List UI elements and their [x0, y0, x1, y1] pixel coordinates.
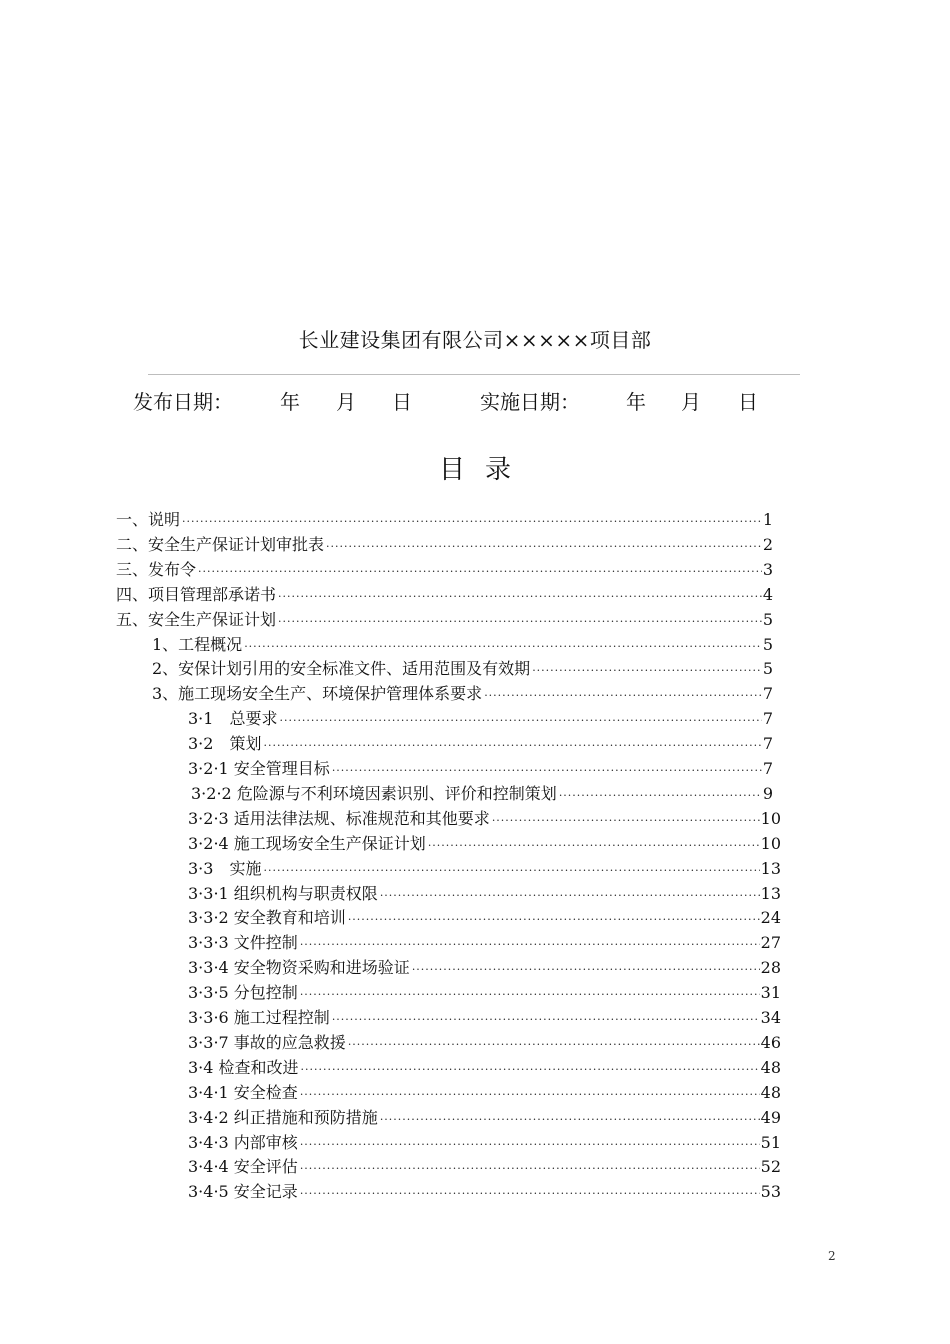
toc-entry[interactable] [188, 831, 781, 856]
toc-entry[interactable] [152, 656, 773, 681]
toc-entry-label: 二、安全生产保证计划审批表 [116, 534, 325, 554]
implement-year-label: 年 [626, 390, 646, 414]
page-number: 2 [828, 1249, 836, 1263]
toc-entry-page: 5 [762, 659, 773, 679]
toc-entry-page: 28 [760, 958, 781, 978]
toc-entry[interactable] [188, 980, 781, 1005]
toc-entry-page: 10 [760, 833, 781, 853]
toc-leader-dots [300, 982, 760, 1007]
toc-title: 目录 [438, 455, 531, 485]
toc-leader-dots [559, 783, 762, 808]
toc-entry-label: 3·4·5 安全记录 [188, 1182, 298, 1202]
toc-entry-label: 3·2·4 施工现场安全生产保证计划 [188, 833, 426, 853]
toc-entry[interactable] [188, 1080, 781, 1105]
toc-entry[interactable] [116, 557, 773, 582]
toc-entry-page: 46 [760, 1032, 781, 1052]
toc-entry-label: 3·4 检查和改进 [188, 1057, 299, 1077]
toc-leader-dots [332, 1007, 760, 1032]
toc-entry-label: 3·3 实施 [188, 858, 262, 878]
toc-entry[interactable] [188, 731, 773, 756]
toc-entry-page: 27 [760, 933, 781, 953]
toc-leader-dots [300, 1181, 760, 1206]
toc-entry[interactable] [188, 1055, 781, 1080]
toc-entry[interactable] [116, 582, 773, 607]
toc-entry-label: 3·4·4 安全评估 [188, 1157, 298, 1177]
toc-entry-page: 7 [762, 759, 773, 778]
toc-entry-label: 3·3·3 文件控制 [188, 933, 298, 953]
toc-entry[interactable] [116, 507, 773, 532]
toc-leader-dots [279, 708, 761, 733]
date-line [0, 386, 950, 416]
toc-entry-page: 53 [760, 1182, 781, 1202]
toc-entry[interactable] [188, 881, 781, 906]
implement-date-label: 实施日期： [480, 390, 580, 414]
toc-leader-dots [263, 858, 759, 883]
implement-month-label: 月 [681, 390, 701, 414]
toc-entry-page: 13 [760, 883, 781, 903]
toc-entry[interactable] [152, 681, 773, 706]
toc-leader-dots [380, 1107, 760, 1132]
toc-entry-page: 48 [760, 1057, 781, 1077]
toc-entry-page: 48 [760, 1082, 781, 1102]
toc-entry[interactable] [191, 781, 773, 806]
toc-leader-dots [300, 932, 760, 957]
toc-leader-dots [326, 534, 762, 559]
toc-entry-page: 34 [760, 1008, 781, 1027]
toc-entry[interactable] [152, 632, 773, 657]
toc-entry[interactable] [116, 532, 773, 557]
toc-entry-page: 4 [762, 584, 773, 604]
toc-entry-page: 7 [762, 684, 773, 704]
toc-entry[interactable] [188, 1105, 781, 1130]
toc-leader-dots [278, 584, 762, 609]
toc-entry-label: 3·2·2 危险源与不利环境因素识别、评价和控制策划 [191, 783, 557, 803]
toc-leader-dots [301, 1057, 760, 1082]
toc-entry-label: 3·2·1 安全管理目标 [188, 759, 330, 778]
toc-entry-label: 3·3·5 分包控制 [188, 983, 298, 1003]
toc-entry-label: 三、发布令 [116, 559, 197, 579]
toc-leader-dots [532, 658, 762, 683]
toc-leader-dots [348, 907, 760, 932]
toc-entry-label: 3·3·6 施工过程控制 [188, 1008, 330, 1027]
toc-leader-dots [182, 509, 762, 534]
toc-entry[interactable] [116, 607, 773, 632]
toc-entry-label: 3·2 策划 [188, 734, 262, 754]
toc-leader-dots [484, 683, 762, 708]
toc-entry-page: 13 [760, 858, 781, 878]
toc-entry[interactable] [188, 905, 781, 930]
toc-leader-dots [348, 1032, 760, 1057]
toc-entry[interactable] [188, 1130, 781, 1155]
toc-entry-page: 1 [762, 510, 773, 529]
toc-entry-page: 7 [762, 734, 773, 754]
toc-entry[interactable] [188, 955, 781, 980]
toc-entry-label: 3·4·3 内部审核 [188, 1132, 298, 1152]
toc-entry-label: 3·4·1 安全检查 [188, 1082, 298, 1102]
toc-entry-label: 3·3·2 安全教育和培训 [188, 908, 346, 928]
toc-leader-dots [380, 883, 760, 908]
toc-entry-page: 2 [762, 534, 773, 554]
toc-leader-dots [263, 733, 761, 758]
company-title: 长业建设集团有限公司×××××项目部 [298, 328, 652, 352]
toc-entry[interactable] [188, 1030, 781, 1055]
toc-entry-label: 2、安保计划引用的安全标准文件、适用范围及有效期 [152, 659, 531, 679]
publish-year-label: 年 [280, 390, 300, 414]
toc-entry-label: 3·3·7 事故的应急救援 [188, 1032, 346, 1052]
toc-entry-page: 7 [762, 709, 773, 729]
toc-entry[interactable] [188, 756, 773, 781]
toc-entry-page: 9 [762, 783, 773, 803]
toc-entry[interactable] [188, 1005, 781, 1030]
toc-entry-label: 3·4·2 纠正措施和预防措施 [188, 1107, 378, 1127]
toc-entry-label: 1、工程概况 [152, 634, 243, 654]
toc-leader-dots [278, 609, 762, 634]
toc-entry-label: 3·3·1 组织机构与职责权限 [188, 883, 378, 903]
toc-entry-page: 52 [760, 1157, 781, 1177]
toc-entry-label: 3·3·4 安全物资采购和进场验证 [188, 958, 410, 978]
title-divider [148, 374, 800, 375]
toc-leader-dots [412, 957, 760, 982]
toc-leader-dots [300, 1156, 760, 1181]
toc-entry-page: 24 [760, 908, 781, 928]
toc-leader-dots [428, 833, 760, 858]
toc-entry-label: 四、项目管理部承诺书 [116, 584, 277, 604]
toc-entry-page: 3 [762, 559, 773, 579]
toc-entry-label: 一、说明 [116, 510, 181, 529]
toc-entry-page: 51 [760, 1132, 781, 1152]
toc-entry-label: 3·1 总要求 [188, 709, 278, 729]
toc-entry[interactable] [188, 930, 781, 955]
toc-entry-page: 49 [760, 1107, 781, 1127]
toc-entry[interactable] [188, 1154, 781, 1179]
toc-entry[interactable] [188, 806, 781, 831]
toc-entry-page: 10 [760, 808, 781, 828]
toc-entry-label: 3·2·3 适用法律法规、标准规范和其他要求 [188, 808, 490, 828]
toc-entry-label: 3、施工现场安全生产、环境保护管理体系要求 [152, 684, 483, 704]
publish-date-label: 发布日期： [133, 390, 233, 414]
toc-entry-label: 五、安全生产保证计划 [116, 609, 277, 629]
toc-leader-dots [492, 808, 760, 833]
toc-entry[interactable] [188, 1179, 781, 1204]
toc-entry-page: 5 [762, 634, 773, 654]
toc-entry-page: 31 [760, 983, 781, 1003]
toc-leader-dots [244, 634, 762, 659]
publish-day-label: 日 [392, 390, 412, 414]
publish-month-label: 月 [336, 390, 356, 414]
toc-leader-dots [332, 758, 762, 783]
toc-entry-page: 5 [762, 609, 773, 629]
toc-leader-dots [300, 1082, 760, 1107]
toc-leader-dots [198, 559, 762, 584]
implement-day-label: 日 [738, 390, 758, 414]
toc-leader-dots [300, 1132, 760, 1157]
toc-entry[interactable] [188, 706, 773, 731]
toc-entry[interactable] [188, 856, 781, 881]
